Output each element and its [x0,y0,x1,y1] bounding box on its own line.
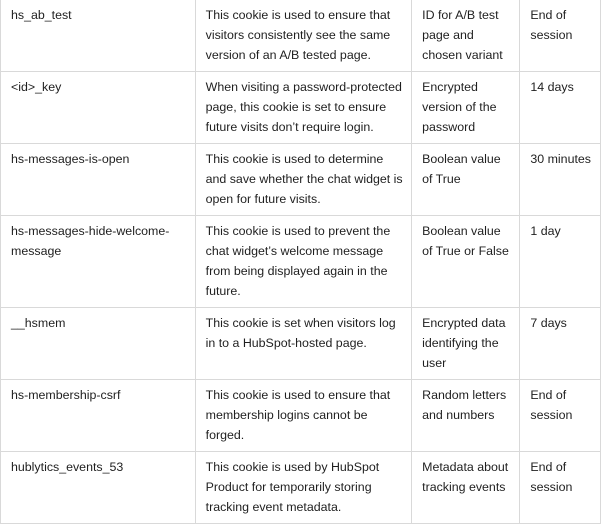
cookie-duration-cell: End of session [520,452,601,524]
table-row [1,72,601,144]
table-row [1,308,601,380]
cookie-data-cell: Encrypted version of the password [412,72,520,144]
cookie-description-cell: This cookie is used to ensure that visitors consistently see the same version of an A/B tested page. [195,0,412,72]
table-row [1,216,601,308]
cookie-description-cell: When visiting a password-protected page, this cookie is set to ensure future visits don’t require login. [195,72,412,144]
cookie-name-cell: hs-membership-csrf [1,380,196,452]
cookie-name-cell: __hsmem [1,308,196,380]
cookie-duration-cell: 14 days [520,72,601,144]
cookie-data-cell: Encrypted data identifying the user [412,308,520,380]
cookie-duration-cell: End of session [520,380,601,452]
cookie-duration-cell: End of session [520,0,601,72]
cookie-description-cell: This cookie is set when visitors log in to a HubSpot-hosted page. [195,308,412,380]
table-row [1,144,601,216]
cookie-description-cell: This cookie is used to ensure that membership logins cannot be forged. [195,380,412,452]
cookie-description-cell: This cookie is used to determine and save whether the chat widget is open for future visits. [195,144,412,216]
cookie-duration-cell: 7 days [520,308,601,380]
cookie-data-cell: Random letters and numbers [412,380,520,452]
cookie-name-cell: hs_ab_test [1,0,196,72]
cookie-data-cell: Metadata about tracking events [412,452,520,524]
table-row [1,380,601,452]
cookie-name-cell: <id>_key [1,72,196,144]
cookie-data-cell: ID for A/B test page and chosen variant [412,0,520,72]
table-row [1,452,601,524]
cookie-description-cell: This cookie is used to prevent the chat widget’s welcome message from being displayed again in the future. [195,216,412,308]
cookie-duration-cell: 30 minutes [520,144,601,216]
cookie-name-cell: hublytics_events_53 [1,452,196,524]
cookie-name-cell: hs-messages-is-open [1,144,196,216]
cookie-data-cell: Boolean value of True [412,144,520,216]
cookie-data-cell: Boolean value of True or False [412,216,520,308]
table-row [1,0,601,72]
cookie-duration-cell: 1 day [520,216,601,308]
cookie-name-cell: hs-messages-hide-welcome-message [1,216,196,308]
cookie-description-cell: This cookie is used by HubSpot Product for temporarily storing tracking event metadata. [195,452,412,524]
